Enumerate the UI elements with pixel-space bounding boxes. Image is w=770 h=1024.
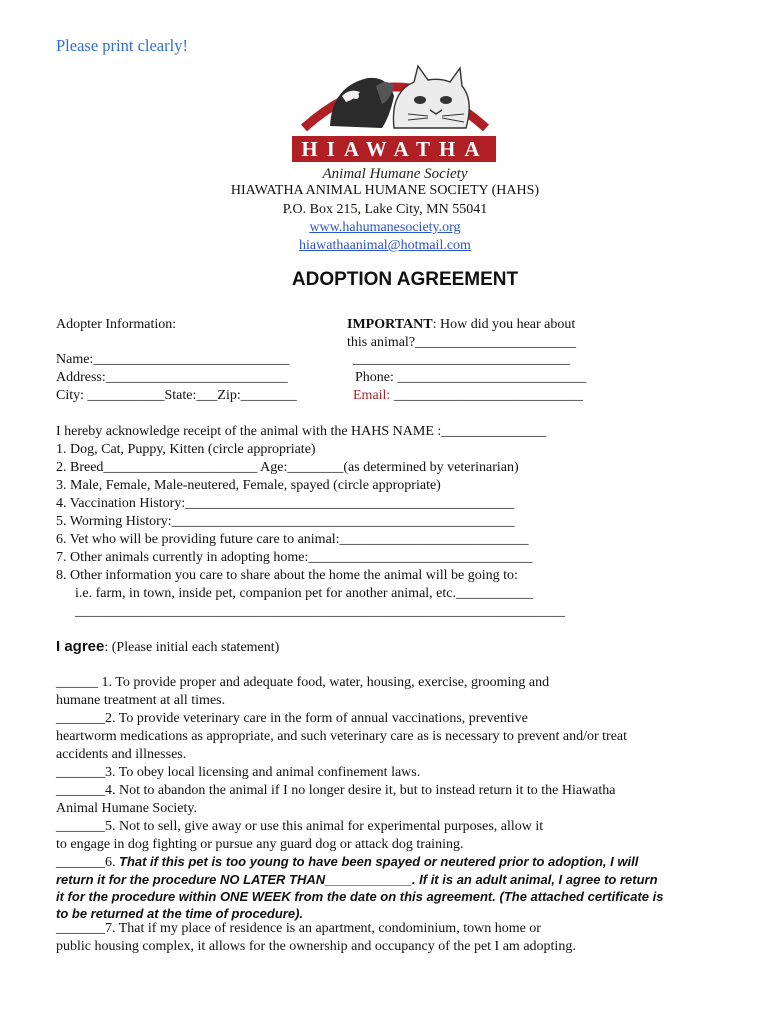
acknowledge-statement: I hereby acknowledge receipt of the animal with the HAHS NAME :_______________ [56,424,547,439]
statement-3[interactable]: _______3. To obey local licensing and animal confinement laws. [56,765,421,780]
item-6-vet[interactable]: 6. Vet who will be providing future care to animal:___________________________ [56,532,529,547]
statement-6-cont: return it for the procedure NO LATER THAN____________. If it is an adult animal, I agree to return [56,872,658,887]
org-address: P.O. Box 215, Lake City, MN 55041 [282,202,488,217]
adopter-info-heading: Adopter Information: [56,317,177,332]
item-8-extra-line[interactable]: ______________________________________________________________________ [75,604,565,619]
important-question [347,317,575,333]
adopter-city-field[interactable]: City: ___________State:___Zip:________ [56,388,297,403]
print-clearly-note: Please print clearly! [56,36,188,55]
statement-7-cont: public housing complex, it allows for the ownership and occupancy of the pet I am adopting. [56,939,576,954]
statement-1-cont: humane treatment at all times. [56,693,226,708]
email-label: Email: [353,388,391,403]
item-7-other-animals[interactable]: 7. Other animals currently in adopting home:________________________________ [56,550,533,565]
item-5-worming[interactable]: 5. Worming History:_________________________________________________ [56,514,515,529]
email-link[interactable]: hiawathaanimal@hotmail.com [299,238,471,253]
hiawatha-logo [290,56,500,182]
statement-4-cont: Animal Humane Society. [56,801,198,816]
statement-6-cont2: it for the procedure within ONE WEEK from the date on this agreement. (The attached certificate is [56,889,664,904]
item-8-examples-field[interactable]: i.e. farm, in town, inside pet, companion pet for another animal, etc.___________ [75,586,533,601]
statement-4[interactable]: _______4. Not to abandon the animal if I no longer desire it, but to instead return it to the Hiawatha [56,783,616,798]
statement-6-blank: _______6. [56,855,119,870]
item-3-sex[interactable]: 3. Male, Female, Male-neutered, Female, spayed (circle appropriate) [56,478,441,493]
statement-5[interactable]: _______5. Not to sell, give away or use this animal for experimental purposes, allow it [56,819,544,834]
email-field[interactable] [353,388,583,404]
agree-heading-row [56,638,279,656]
org-name: HIAWATHA ANIMAL HUMANE SOCIETY (HAHS) [230,183,540,198]
statement-5-cont: to engage in dog fighting or pursue any guard dog or attack dog training. [56,837,464,852]
item-4-vaccination[interactable]: 4. Vaccination History:_______________________________________________ [56,496,515,511]
agree-instruction: : (Please initial each statement) [104,640,280,655]
how-heard-extra-field[interactable]: _______________________________ [353,352,570,367]
email-blank: ___________________________ [390,388,583,403]
agree-heading: I agree [56,638,105,655]
item-1-species[interactable]: 1. Dog, Cat, Puppy, Kitten (circle appropriate) [56,442,316,457]
statement-6-cont3: to be returned at the time of procedure). [56,906,304,921]
page-title: ADOPTION AGREEMENT [291,269,519,290]
important-label: IMPORTANT [347,317,433,332]
logo-text: HIAWATHA [301,137,489,161]
statement-6[interactable] [56,854,638,871]
statement-2[interactable]: _______2. To provide veterinary care in the form of annual vaccinations, preventive [56,711,528,726]
statement-6-text: That if this pet is too young to have been spayed or neutered prior to adoption, I will [119,854,639,869]
statement-2-cont: heartworm medications as appropriate, and such veterinary care as is necessary to prevent and/or treat [56,729,628,744]
phone-field[interactable]: Phone: ___________________________ [355,370,587,385]
item-2-breed-age[interactable]: 2. Breed______________________ Age:________(as determined by veterinarian) [56,460,519,475]
logo-subtext: Animal Humane Society [322,166,468,182]
adopter-address-field[interactable]: Address:__________________________ [56,370,288,385]
adopter-name-field[interactable]: Name:____________________________ [56,352,290,367]
statement-1[interactable]: ______ 1. To provide proper and adequate food, water, housing, exercise, grooming and [56,675,550,690]
important-question-text: : How did you hear about [432,317,576,332]
website-link[interactable]: www.hahumanesociety.org [309,220,461,235]
statement-7[interactable]: _______7. That if my place of residence is an apartment, condominium, town home or [56,921,541,936]
statement-2-cont2: accidents and illnesses. [56,747,187,762]
how-heard-field[interactable]: this animal?_______________________ [347,335,577,350]
item-8-other-info: 8. Other information you care to share about the home the animal will be going to: [56,568,518,583]
